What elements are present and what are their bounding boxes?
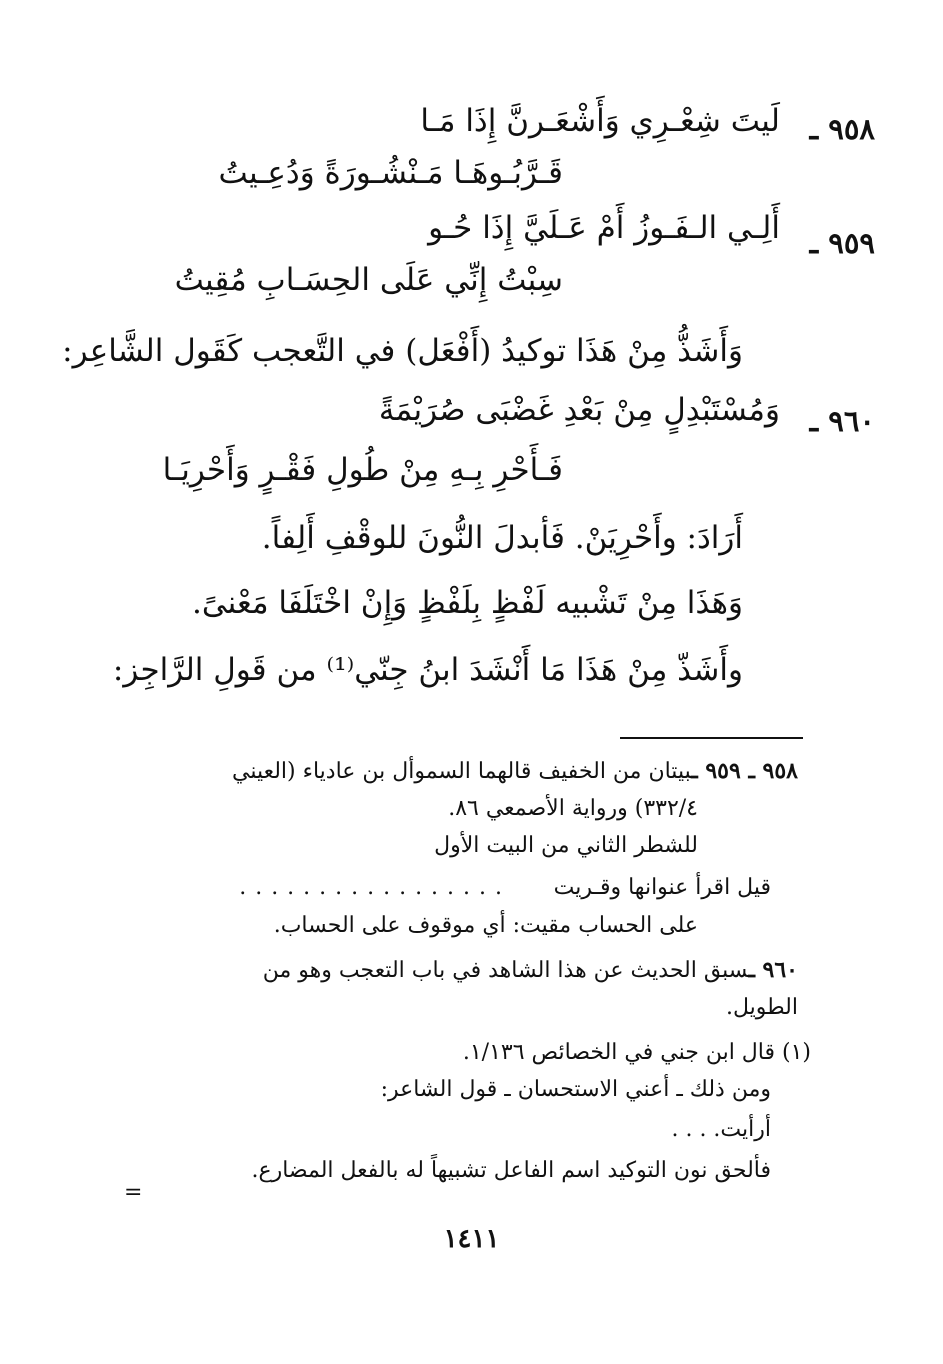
footnote-958-959-text: بيتان من الخفيف قالهما السموأل بن عادياء (العيني: [232, 759, 692, 784]
verse-958-second-hemistich: قَـرَّبُـوهَـا مَـنْشُـورَةً وَدُعِـيتُ: [218, 155, 563, 191]
footnote-960-line-2: الطويل.: [725, 995, 798, 1020]
margin-mark: =: [124, 1180, 143, 1205]
footnote-960-line-1: [263, 957, 798, 983]
prose-line-3: وَهَذَا مِنْ تَشْبيه لَفْظٍ بِلَفْظٍ وَإِنْ اخْتَلَفَا مَعْنىً.: [191, 585, 743, 621]
footnote-960-text: سبق الحديث عن هذا الشاهد في باب التعجب وهو من: [262, 958, 749, 983]
verse-number-959: ٩٥٩ ـ: [809, 226, 875, 260]
footnote-958-959-number: ٩٥٨ ـ ٩٥٩ ـ: [691, 758, 798, 784]
prose-line-2: أَرَادَ: وأَحْرِيَنْ. فَأبدلَ النُّونَ للوقْفِ أَلِفاً.: [261, 520, 743, 556]
page-number: ١٤١١: [443, 1224, 500, 1254]
prose-line-1: وَأَشَذُّ مِنْ هَذَا توكيدُ (أَفْعَل) في التَّعجب كَقَول الشَّاعِر:: [62, 333, 743, 369]
verse-number-958: ٩٥٨ ـ: [809, 112, 875, 146]
verse-960-first-hemistich: وَمُسْتَبْدِلٍ مِنْ بَعْدِ غَضْبَى صُرَيْمَةً: [378, 392, 780, 428]
footnote-958-959-line-3: للشطر الثاني من البيت الأول: [434, 833, 698, 858]
verse-960-second-hemistich: فَـأَحْرِ بِـهِ مِنْ طُولِ فَقْـرٍ وَأَحْرِيَـا: [162, 452, 563, 488]
footnote-separator: [620, 737, 803, 739]
verse-959-second-hemistich: سِبْتُ إِنِّي عَلَى الحِسَـابِ مُقِيتُ: [174, 262, 563, 298]
verse-959-first-hemistich: أَلِـي الـفَـوزُ أَمْ عَـلَيَّ إِذَا حُـو: [428, 210, 780, 246]
verse-number-960: ٩٦٠ ـ: [809, 404, 875, 438]
footnote-1-line-1: (١) قال ابن جني في الخصائص ١/١٣٦.: [462, 1040, 811, 1065]
footnote-958-959-line-1: [138, 758, 798, 784]
footnote-958-959-line-4-dots: . . . . . . . . . . . . . . . . .: [239, 875, 503, 900]
footnote-1-line-3: أرأيت. . . .: [671, 1117, 771, 1142]
footnote-1-line-2: ومن ذلك ـ أعني الاستحسان ـ قول الشاعر:: [380, 1077, 771, 1102]
footnote-1-line-4: فألحق نون التوكيد اسم الفاعل تشبيهاً له بالفعل المضارع.: [251, 1158, 771, 1183]
prose-line-4: وأَشَذّ مِنْ هَذَا مَا أَنْشَدَ ابنُ جِنّي⁽¹⁾ من قَولِ الرَّاجِز:: [112, 652, 743, 688]
footnote-960-number: ٩٦٠ ـ: [748, 957, 798, 983]
footnote-958-959-line-2: ٣٣٢/٤) ورواية الأصمعي ٨٦.: [448, 796, 698, 821]
footnote-958-959-line-4-verse: قيل اقرأ عنوانها وقـريت: [553, 875, 771, 900]
footnote-958-959-line-5: على الحساب مقيت: أي موقوف على الحساب.: [273, 913, 698, 938]
verse-958-first-hemistich: لَيتَ شِعْـرِي وَأَشْعَـرنَّ إِذَا مَـا: [420, 103, 780, 139]
